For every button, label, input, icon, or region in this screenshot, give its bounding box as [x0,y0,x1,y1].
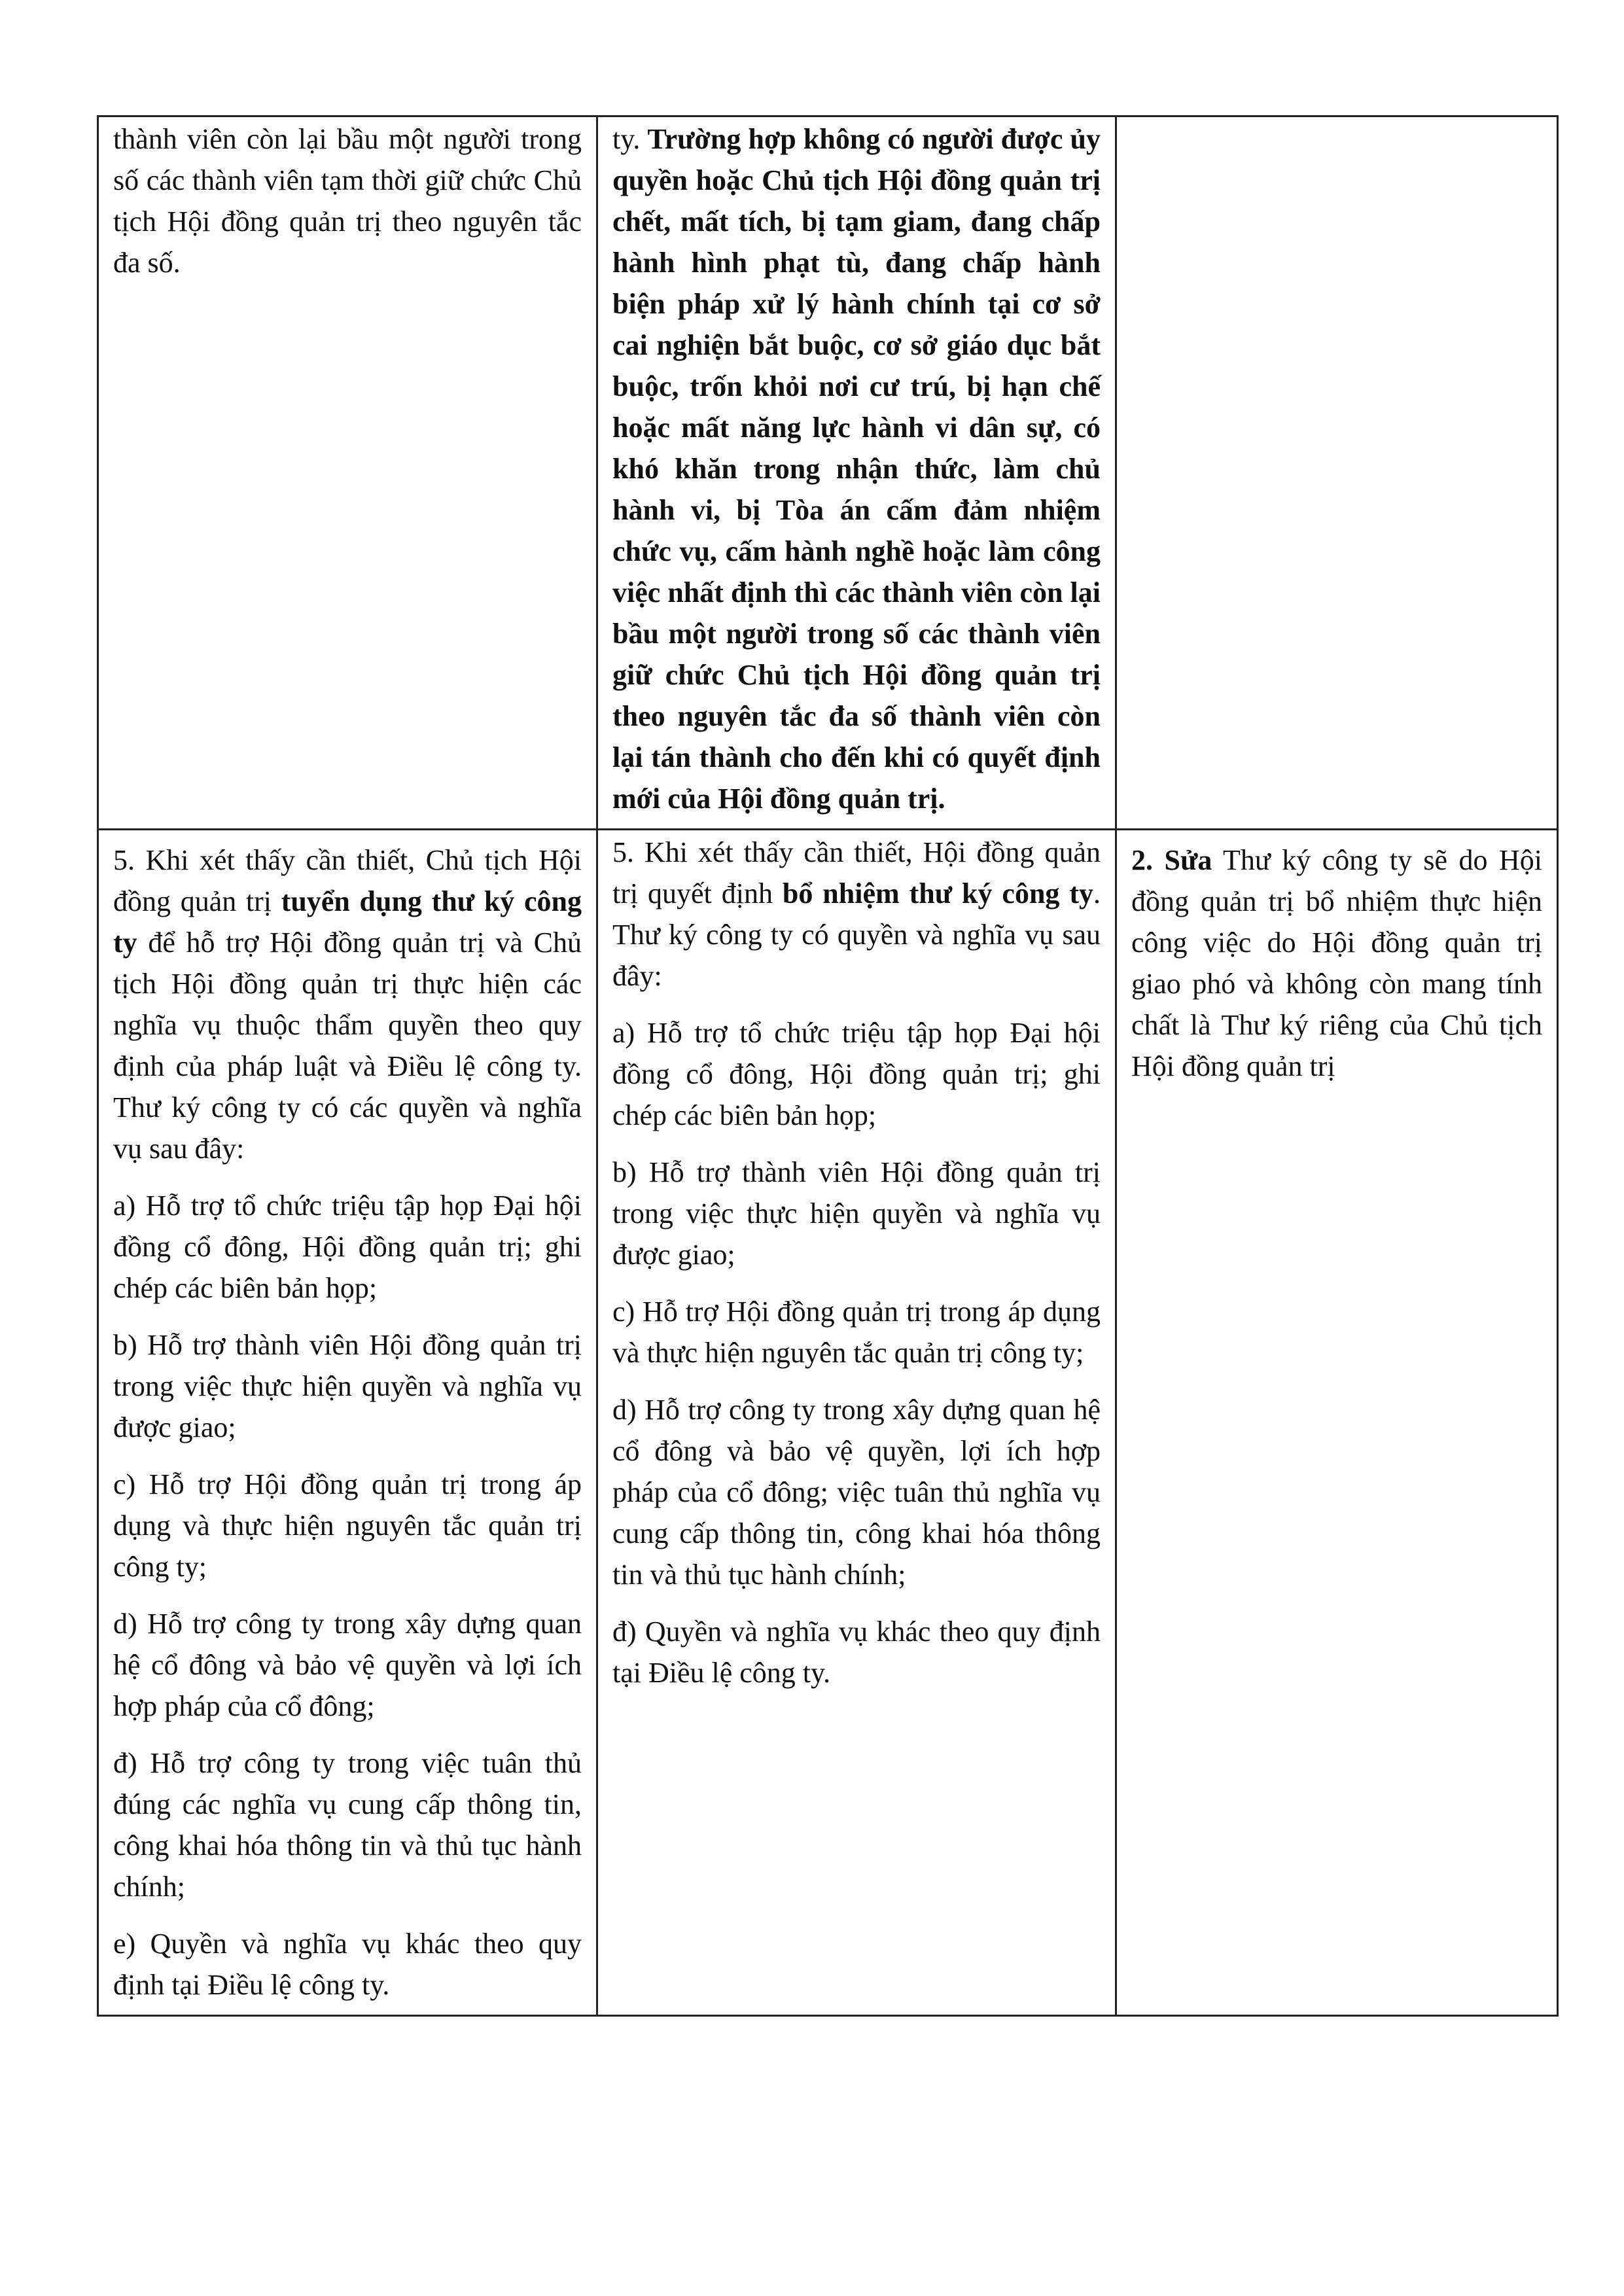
bold-text: tuyển dụng thư ký công ty [113,885,582,959]
intro-paragraph [113,839,582,1169]
comparison-table [97,115,1559,2017]
text-run: Thư ký công ty sẽ do Hội đồng quản trị bổ nhiệm thực hiện công việc do Hội đồng quản trị giao phó và không còn mang tính chất là Thư ký riêng của Chủ tịch Hội đồng quản trị [1131,844,1543,1082]
text-run: 5. Khi xét thấy cần thiết, Chủ tịch Hội đồng quản trị [113,844,582,917]
list-item: a) Hỗ trợ tổ chức triệu tập họp Đại hội đồng cổ đông, Hội đồng quản trị; ghi chép các biên bản họp; [113,1190,582,1304]
bold-text: Trường hợp không có người được ủy quyền hoặc Chủ tịch Hội đồng quản trị chết, mất tích, bị tạm giam, đang chấp hành hình phạt tù, đang chấp hành biện pháp xử lý hành chính tại cơ sở cai nghiện bắt buộc, cơ sở giáo dục bắt buộc, trốn khỏi nơi cư trú, bị hạn chế hoặc mất năng lực hành vi dân sự, có khó khăn trong nhận thức, làm chủ hành vi, bị Tòa án cấm đảm nhiệm chức vụ, cấm hành nghề hoặc làm công việc nhất định thì các thành viên còn lại bầu một người trong số các thành viên giữ chức Chủ tịch Hội đồng quản trị theo nguyên tắc đa số thành viên còn lại tán thành cho đến khi có quyết định mới của Hội đồng quản trị. [612,123,1101,815]
list-item: a) Hỗ trợ tổ chức triệu tập họp Đại hội đồng cổ đông, Hội đồng quản trị; ghi chép các biên bản họp; [612,1017,1101,1131]
list-item: đ) Hỗ trợ công ty trong việc tuân thủ đúng các nghĩa vụ cung cấp thông tin, công khai hóa thông tin và thủ tục hành chính; [113,1747,582,1903]
current-text-cell [98,116,597,830]
list-item: c) Hỗ trợ Hội đồng quản trị trong áp dụng và thực hiện nguyên tắc quản trị công ty; [612,1296,1101,1369]
text-run: . Thư ký công ty có quyền và nghĩa vụ sau đây: [612,877,1101,992]
current-text-cell [98,830,597,2016]
list-item: e) Quyền và nghĩa vụ khác theo quy định tại Điều lệ công ty. [113,1928,582,2001]
paragraph [612,118,1101,819]
amended-text-cell [597,830,1116,2016]
text-run: ty. [612,123,641,155]
list-item: b) Hỗ trợ thành viên Hội đồng quản trị trong việc thực hiện quyền và nghĩa vụ được giao; [113,1329,582,1443]
list-item: c) Hỗ trợ Hội đồng quản trị trong áp dụng và thực hiện nguyên tắc quản trị công ty; [113,1468,582,1583]
note-paragraph [1131,839,1542,1087]
text-run: 5. Khi xét thấy cần thiết, Hội đồng quản trị quyết định [612,836,1101,910]
note-cell [1116,116,1558,830]
intro-paragraph [612,832,1101,997]
amended-text-cell [597,116,1116,830]
table-row [98,116,1558,830]
paragraph: thành viên còn lại bầu một người trong số các thành viên tạm thời giữ chức Chủ tịch Hội đồng quản trị theo nguyên tắc đa số. [113,123,582,279]
list-item: d) Hỗ trợ công ty trong xây dựng quan hệ cổ đông và bảo vệ quyền và lợi ích hợp pháp của cổ đông; [113,1608,582,1722]
bold-text: 2. Sửa [1131,844,1212,876]
table-row [98,830,1558,2016]
list-item: d) Hỗ trợ công ty trong xây dựng quan hệ cổ đông và bảo vệ quyền, lợi ích hợp pháp của cổ đông; việc tuân thủ nghĩa vụ cung cấp thông tin, công khai hóa thông tin và thủ tục hành chính; [612,1394,1101,1591]
list-item: đ) Quyền và nghĩa vụ khác theo quy định tại Điều lệ công ty. [612,1616,1101,1689]
text-run: để hỗ trợ Hội đồng quản trị và Chủ tịch Hội đồng quản trị thực hiện các nghĩa vụ thuộc thẩm quyền theo quy định của pháp luật và Điều lệ công ty. Thư ký công ty có các quyền và nghĩa vụ sau đây: [113,927,582,1165]
list-item: b) Hỗ trợ thành viên Hội đồng quản trị trong việc thực hiện quyền và nghĩa vụ được giao; [612,1156,1101,1271]
bold-text: bổ nhiệm thư ký công ty [782,877,1094,910]
note-cell [1116,830,1558,2016]
